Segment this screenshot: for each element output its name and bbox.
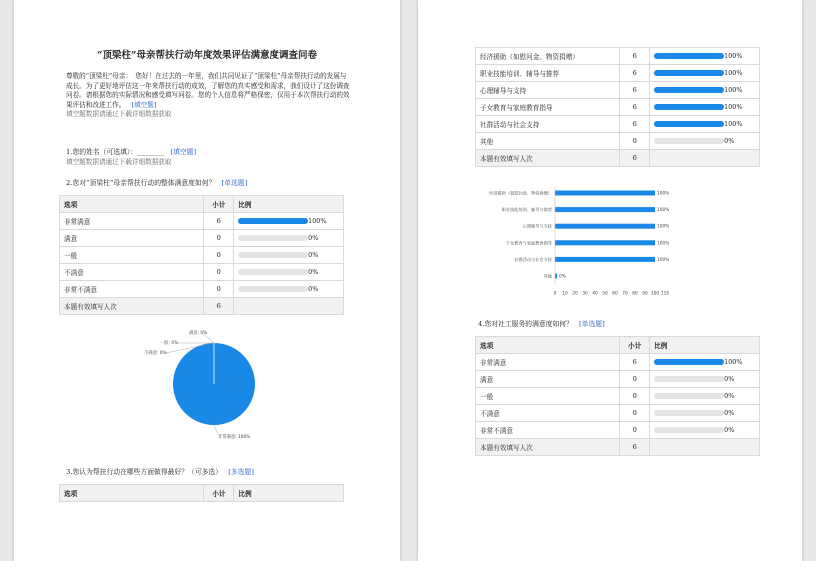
table-total-row — [60, 298, 344, 315]
option-label: 不满意 — [476, 405, 620, 422]
bar-mark — [555, 274, 557, 279]
q1-block — [66, 146, 196, 166]
option-ratio-cell — [234, 247, 344, 264]
col-ratio: 比例 — [234, 485, 344, 502]
ratio-bar — [654, 104, 724, 110]
ratio-bar — [654, 70, 724, 76]
bar-value-label: 100% — [657, 191, 670, 197]
bar-value-label: 100% — [657, 224, 670, 230]
option-count: 6 — [620, 354, 650, 371]
option-label: 非常满意 — [476, 354, 620, 371]
x-tick-label: 20 — [572, 291, 578, 297]
col-count: 小计 — [204, 485, 234, 502]
x-tick-label: 90 — [642, 291, 648, 297]
q4-title: 4.您对社工服务的满意度如何？ — [478, 320, 573, 328]
option-ratio-cell — [650, 371, 760, 388]
option-percent: 100% — [724, 52, 743, 60]
q2-tag[interactable]: [单选题] — [221, 179, 248, 187]
option-percent: 0% — [308, 268, 319, 276]
option-percent: 0% — [724, 392, 735, 400]
option-ratio-cell — [650, 82, 760, 99]
page-1 — [14, 0, 400, 561]
option-percent: 0% — [724, 375, 735, 383]
option-percent: 0% — [308, 285, 319, 293]
option-count: 0 — [620, 371, 650, 388]
bar-category-label: 其他 — [543, 273, 552, 279]
q2-pie-chart — [114, 322, 314, 447]
ratio-bar-fill — [654, 121, 724, 127]
ratio-bar — [238, 269, 308, 275]
option-ratio-cell — [650, 65, 760, 82]
option-count: 6 — [204, 213, 234, 230]
x-tick-label: 80 — [632, 291, 638, 297]
q3-heading — [66, 466, 254, 476]
col-count: 小计 — [204, 196, 234, 213]
bar-category-label: 经济援助（如慰问金、物资捐赠） — [489, 190, 552, 196]
table-row — [476, 65, 760, 82]
table-row — [60, 281, 344, 298]
option-percent: 0% — [308, 234, 319, 242]
ratio-bar — [654, 393, 724, 399]
option-label: 职业技能培训、辅导与推荐 — [476, 65, 620, 82]
col-option: 选项 — [60, 196, 204, 213]
table-row — [476, 48, 760, 65]
option-ratio-cell — [650, 422, 760, 439]
option-percent: 100% — [724, 120, 743, 128]
pie-label: 非常满意: 100% — [218, 435, 251, 440]
q1-note: 填空题数据请通过下载详细数据获取 — [66, 158, 172, 166]
option-label: 非常满意 — [60, 213, 204, 230]
option-count: 6 — [620, 116, 650, 133]
q3-title: 3.您认为帮扶行动在哪些方面做得最好？（可多选） — [66, 468, 223, 476]
option-ratio-cell — [650, 116, 760, 133]
option-percent: 100% — [724, 103, 743, 111]
option-count: 0 — [204, 247, 234, 264]
table-row — [476, 116, 760, 133]
table-row — [476, 354, 760, 371]
pie-leader-line — [214, 425, 218, 434]
option-count: 0 — [204, 281, 234, 298]
option-percent: 100% — [724, 69, 743, 77]
ratio-bar — [238, 218, 308, 224]
pie-label: 满意: 0% — [189, 331, 208, 336]
x-tick-label: 0 — [553, 291, 557, 297]
option-count: 0 — [620, 133, 650, 150]
option-label: 心理辅导与支持 — [476, 82, 620, 99]
q3-bar-chart — [478, 183, 768, 298]
ratio-bar — [238, 286, 308, 292]
table-header-row — [60, 196, 344, 213]
ratio-bar — [654, 427, 724, 433]
x-tick-label: 50 — [602, 291, 608, 297]
ratio-bar-fill — [654, 53, 724, 59]
table-header-row — [60, 485, 344, 502]
total-count: 6 — [204, 298, 234, 315]
bar-value-label: 100% — [657, 241, 670, 247]
q2-heading — [66, 177, 247, 187]
q2-table — [59, 195, 344, 315]
col-count: 小计 — [620, 337, 650, 354]
total-empty — [650, 150, 760, 167]
total-label: 本题有效填写人次 — [476, 150, 620, 167]
option-ratio-cell — [234, 213, 344, 230]
bar-value-label: 100% — [657, 208, 670, 214]
option-label: 非常不满意 — [476, 422, 620, 439]
option-label: 满意 — [60, 230, 204, 247]
total-empty — [650, 439, 760, 456]
table-row — [476, 82, 760, 99]
bar-mark — [555, 191, 655, 196]
option-percent: 0% — [308, 251, 319, 259]
ratio-bar-fill — [654, 87, 724, 93]
option-count: 0 — [204, 230, 234, 247]
survey-title: “顶梁柱”母亲帮扶行动年度效果评估满意度调查问卷 — [97, 50, 317, 61]
option-label: 一般 — [476, 388, 620, 405]
ratio-bar — [238, 235, 308, 241]
intro-text: 尊敬的“顶梁柱”母亲： 您好！在过去的一年里，我们共同见证了“顶梁柱”母亲帮扶行动的发展与成长。为了更好地评估这一年来帮扶行动的成效，了解您的真实感受和需求，我们设计了这份调查问卷。请根据您的实际情况和感受填写问卷。您的个人信息将严格保密，仅用于本次帮扶行动的效果评估和改进工作。 — [66, 72, 350, 109]
q4-heading — [478, 318, 605, 328]
ratio-bar-fill — [654, 359, 724, 365]
option-label: 一般 — [60, 247, 204, 264]
option-percent: 0% — [724, 137, 735, 145]
bar-mark — [555, 207, 655, 212]
intro-block — [66, 72, 350, 120]
x-tick-label: 60 — [612, 291, 618, 297]
option-ratio-cell — [234, 264, 344, 281]
ratio-bar — [238, 252, 308, 258]
option-label: 经济援助（如慰问金、物资捐赠） — [476, 48, 620, 65]
col-ratio: 比例 — [234, 196, 344, 213]
table-total-row — [476, 439, 760, 456]
total-count: 6 — [620, 150, 650, 167]
col-ratio: 比例 — [650, 337, 760, 354]
ratio-bar-fill — [654, 70, 724, 76]
bar-mark — [555, 257, 655, 262]
table-row — [476, 388, 760, 405]
q4-table — [475, 336, 760, 456]
table-row — [60, 264, 344, 281]
option-count: 6 — [620, 99, 650, 116]
q1-tag[interactable]: [填空题] — [170, 148, 197, 156]
ratio-bar — [654, 138, 724, 144]
option-ratio-cell — [234, 230, 344, 247]
q2-title: 2.您对“顶梁柱”母亲帮扶行动的整体满意度如何？ — [66, 179, 216, 187]
q3-table — [475, 47, 760, 167]
ratio-bar — [654, 376, 724, 382]
x-tick-label: 70 — [622, 291, 628, 297]
bar-category-label: 职业技能培训、辅导与推荐 — [501, 207, 552, 213]
page-2 — [418, 0, 802, 561]
intro-tag[interactable]: [填空题] — [131, 100, 157, 109]
bar-value-label: 0% — [559, 274, 566, 280]
table-total-row — [476, 150, 760, 167]
table-row — [476, 371, 760, 388]
ratio-bar — [654, 410, 724, 416]
table-row — [60, 247, 344, 264]
x-tick-label: 30 — [582, 291, 588, 297]
total-empty — [234, 298, 344, 315]
option-percent: 100% — [724, 358, 743, 366]
total-count: 6 — [620, 439, 650, 456]
option-count: 0 — [204, 264, 234, 281]
table-header-row — [476, 337, 760, 354]
option-label: 子女教育与家庭教育指导 — [476, 99, 620, 116]
bar-mark — [555, 240, 655, 245]
bar-category-label: 心理辅导与支持 — [522, 223, 552, 229]
option-label: 非常不满意 — [60, 281, 204, 298]
option-ratio-cell — [650, 48, 760, 65]
table-row — [60, 230, 344, 247]
pie-label: 不满意: 0% — [144, 351, 167, 356]
q3-table-header — [59, 484, 344, 502]
ratio-bar — [654, 53, 724, 59]
ratio-bar-fill — [654, 104, 724, 110]
option-ratio-cell — [650, 388, 760, 405]
option-count: 6 — [620, 82, 650, 99]
x-tick-label: 100 — [650, 291, 660, 297]
table-row — [476, 133, 760, 150]
table-row — [476, 422, 760, 439]
table-row — [476, 405, 760, 422]
option-count: 0 — [620, 388, 650, 405]
option-label: 不满意 — [60, 264, 204, 281]
bar-value-label: 100% — [657, 257, 670, 263]
x-tick-label: 40 — [592, 291, 598, 297]
option-count: 0 — [620, 405, 650, 422]
x-tick-label: 10 — [562, 291, 568, 297]
ratio-bar — [654, 121, 724, 127]
total-label: 本题有效填写人次 — [60, 298, 204, 315]
option-label: 满意 — [476, 371, 620, 388]
intro-note: 填空题数据请通过下载详细数据获取 — [66, 110, 172, 119]
bar-mark — [555, 224, 655, 229]
table-row — [60, 213, 344, 230]
option-percent: 100% — [724, 86, 743, 94]
col-option: 选项 — [476, 337, 620, 354]
option-ratio-cell — [650, 354, 760, 371]
option-ratio-cell — [650, 99, 760, 116]
option-label: 其他 — [476, 133, 620, 150]
ratio-bar-fill — [238, 218, 308, 224]
option-label: 社群活动与社会支持 — [476, 116, 620, 133]
q4-tag[interactable]: [单选题] — [579, 320, 605, 328]
ratio-bar — [654, 359, 724, 365]
option-count: 6 — [620, 48, 650, 65]
x-tick-label: 110 — [660, 291, 670, 297]
col-option: 选项 — [60, 485, 204, 502]
option-percent: 100% — [308, 217, 327, 225]
bar-category-label: 子女教育与家庭教育指导 — [505, 240, 552, 246]
pie-label: 一般: 0% — [160, 341, 179, 346]
bar-category-label: 社群活动与社会支持 — [514, 256, 552, 262]
option-ratio-cell — [234, 281, 344, 298]
option-count: 6 — [620, 65, 650, 82]
option-ratio-cell — [650, 405, 760, 422]
option-ratio-cell — [650, 133, 760, 150]
q1-title: 1.您的姓名（可选填）：________ — [66, 148, 165, 156]
ratio-bar — [654, 87, 724, 93]
option-count: 0 — [620, 422, 650, 439]
table-row — [476, 99, 760, 116]
option-percent: 0% — [724, 426, 735, 434]
option-percent: 0% — [724, 409, 735, 417]
total-label: 本题有效填写人次 — [476, 439, 620, 456]
q3-tag[interactable]: [多选题] — [228, 468, 254, 476]
